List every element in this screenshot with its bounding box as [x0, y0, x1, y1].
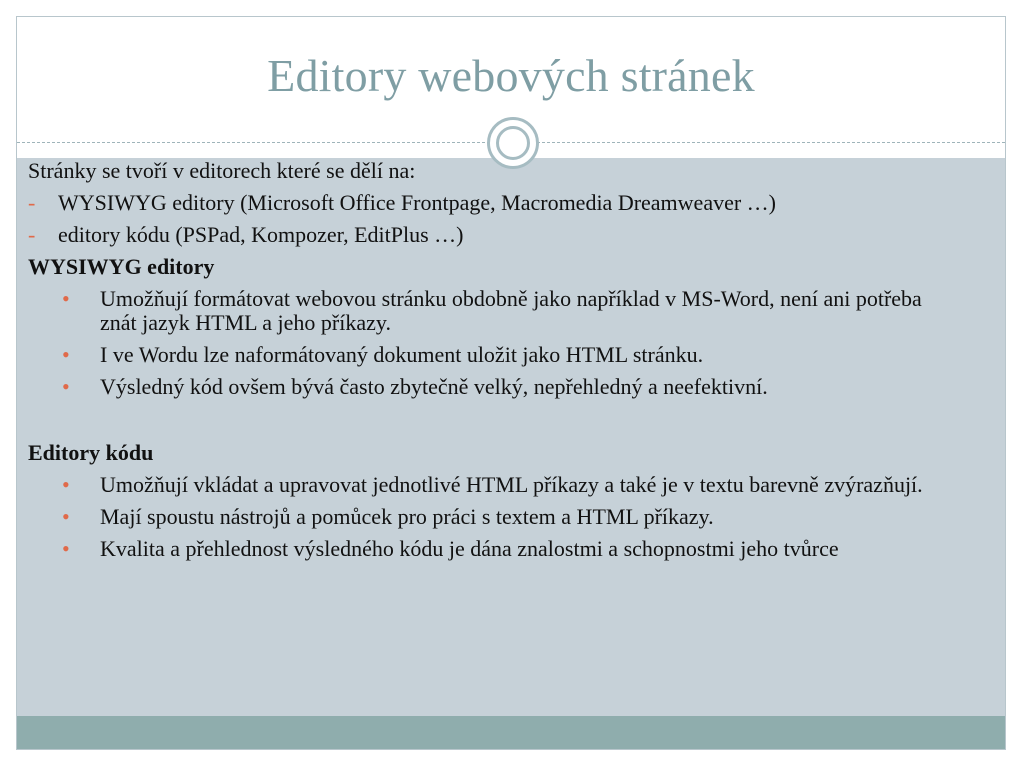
bullet-item: [28, 537, 963, 561]
bullet-item: [28, 375, 963, 399]
bullet-text: Kvalita a přehlednost výsledného kódu je dána znalostmi a schopnostmi jeho tvůrce: [100, 536, 839, 561]
list-item-text: editory kódu (PSPad, Kompozer, EditPlus …): [58, 222, 464, 247]
bullet-icon: •: [62, 286, 70, 311]
list-item-text: WYSIWYG editory (Microsoft Office Frontpage, Macromedia Dreamweaver …): [58, 190, 777, 215]
bullet-item: [28, 287, 963, 335]
bullet-icon: •: [62, 472, 70, 497]
bullet-icon: •: [62, 504, 70, 529]
bullet-text: I ve Wordu lze naformátovaný dokument uložit jako HTML stránku.: [100, 342, 704, 367]
bullet-item: [28, 473, 963, 497]
bullet-item: [28, 343, 963, 367]
list-item: [28, 191, 963, 215]
bullet-text: Umožňují vkládat a upravovat jednotlivé HTML příkazy a také je v textu barevně zvýrazňují.: [100, 472, 923, 497]
bullet-text: Mají spoustu nástrojů a pomůcek pro práci s textem a HTML příkazy.: [100, 504, 714, 529]
section-heading-code: Editory kódu: [28, 440, 154, 465]
slide-content: [28, 159, 963, 569]
circle-ornament-icon: [487, 117, 539, 169]
bullet-text: Výsledný kód ovšem bývá často zbytečně velký, nepřehledný a neefektivní.: [100, 374, 768, 399]
slide-title: Editory webových stránek: [267, 50, 755, 101]
bullet-item: [28, 505, 963, 529]
bullet-icon: •: [62, 342, 70, 367]
bullet-text: Umožňují formátovat webovou stránku obdobně jako například v MS-Word, není ani potřeba znát jazyk HTML a jeho příkazy.: [100, 286, 922, 335]
spacer: [28, 407, 963, 441]
bullet-icon: •: [62, 374, 70, 399]
section-heading-wysiwyg: WYSIWYG editory: [28, 254, 215, 279]
dash-icon: -: [28, 190, 36, 215]
bullet-icon: •: [62, 536, 70, 561]
intro-text: Stránky se tvoří v editorech které se dělí na:: [28, 158, 416, 183]
dash-icon: -: [28, 222, 36, 247]
list-item: [28, 223, 963, 247]
footer-band: [17, 716, 1005, 750]
